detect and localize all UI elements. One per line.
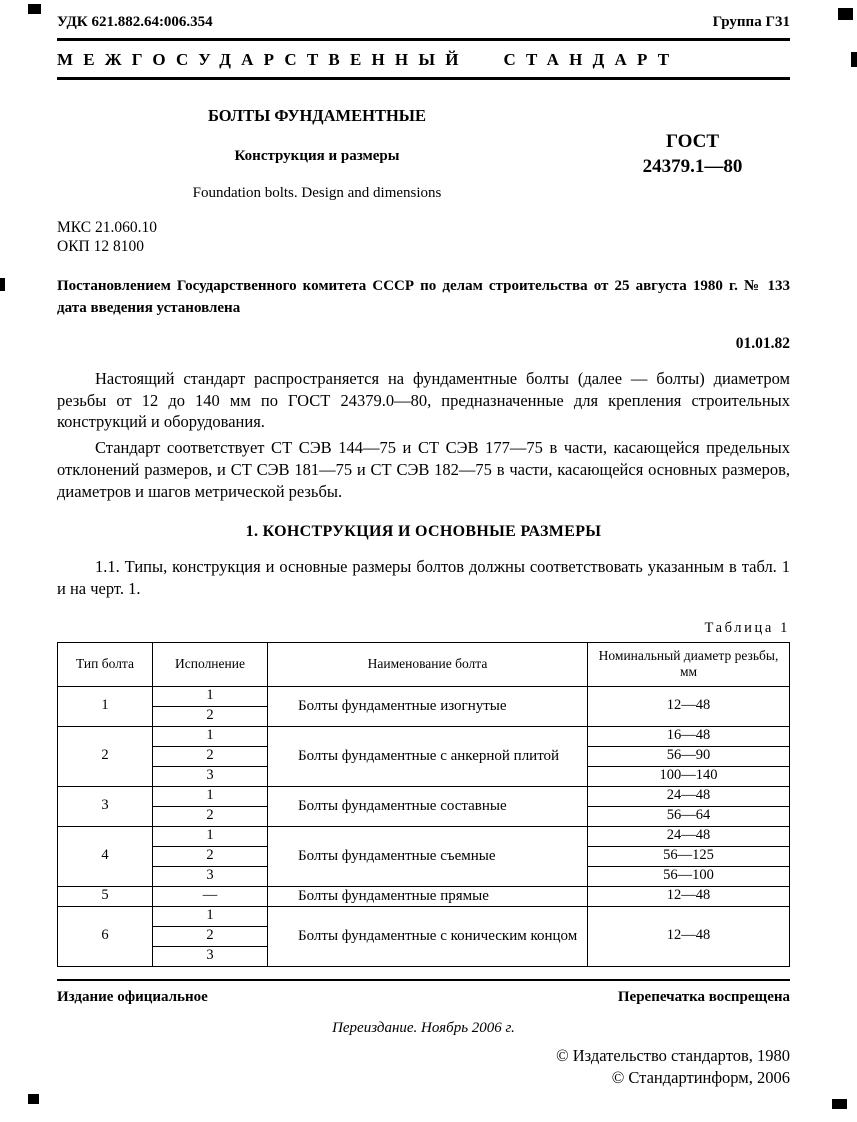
cell-type: 3	[58, 786, 153, 826]
document-subtitle-english: Foundation bolts. Design and dimensions	[192, 185, 442, 201]
document-title: БОЛТЫ ФУНДАМЕНТНЫЕ	[207, 106, 427, 125]
gost-number: 24379.1—80	[642, 155, 743, 177]
cell-execution: 3	[153, 866, 268, 886]
scan-artifact-top-right	[838, 8, 853, 20]
scan-artifact-left-edge	[0, 278, 5, 291]
scan-artifact-top-left	[28, 4, 41, 14]
table-caption: Таблица 1	[704, 619, 790, 636]
copyright-1980: © Издательство стандартов, 1980	[556, 1045, 790, 1065]
cell-name: Болты фундаментные прямые	[268, 886, 588, 906]
okp-code: ОКП 12 8100	[57, 238, 144, 256]
udk-code: УДК 621.882.64:006.354	[57, 14, 213, 30]
reissue-note: Переиздание. Ноябрь 2006 г.	[332, 1019, 515, 1036]
scan-artifact-bottom-right	[832, 1099, 847, 1109]
cell-execution: 1	[153, 726, 268, 746]
cell-execution: 2	[153, 846, 268, 866]
top-reference-line	[57, 14, 790, 31]
decree-paragraph: Постановлением Государственного комитета СССР по делам строительства от 25 августа 1980 г. № 133 дата введения установлена	[57, 277, 790, 317]
footer-rule	[57, 979, 790, 981]
cell-diameter: 12—48	[588, 686, 790, 726]
standard-type-heading: МЕЖГОСУДАРСТВЕННЫЙ СТАНДАРТ	[57, 50, 680, 69]
cell-name: Болты фундаментные съемные	[268, 826, 588, 886]
table-row	[58, 886, 790, 906]
copyright-block	[57, 1045, 790, 1090]
gost-label: ГОСТ	[665, 131, 720, 152]
mks-code: МКС 21.060.10	[57, 219, 157, 236]
col-header-type: Тип болта	[58, 642, 153, 686]
cell-name: Болты фундаментные составные	[268, 786, 588, 826]
cell-diameter: 12—48	[588, 886, 790, 906]
scan-artifact-bottom-left	[28, 1094, 39, 1104]
col-header-diameter: Номинальный диаметр резьбы, мм	[588, 642, 790, 686]
footer-line	[57, 989, 790, 1006]
cell-execution: 1	[153, 906, 268, 926]
cell-diameter: 12—48	[588, 906, 790, 966]
table-row	[58, 726, 790, 746]
cell-type: 6	[58, 906, 153, 966]
cell-name: Болты фундаментные с анкерной плитой	[268, 726, 588, 786]
cell-execution: 3	[153, 766, 268, 786]
effective-date: 01.01.82	[735, 334, 790, 352]
compliance-paragraph: Стандарт соответствует СТ СЭВ 144—75 и СТ СЭВ 177—75 в части, касающейся предельных отклонений размеров, и СТ СЭВ 181—75 и СТ СЭВ 182—75 в части, касающейся основных размеров, диаметров и шагов метрической резьбы.	[57, 438, 790, 501]
cell-execution: 2	[153, 706, 268, 726]
cell-diameter: 24—48	[588, 826, 790, 846]
cell-execution: 2	[153, 926, 268, 946]
horizontal-rule	[57, 77, 790, 80]
horizontal-rule	[57, 38, 790, 41]
cell-type: 1	[58, 686, 153, 726]
cell-execution: 2	[153, 806, 268, 826]
col-header-name: Наименование болта	[268, 642, 588, 686]
cell-execution: 1	[153, 786, 268, 806]
section-1-heading: 1. КОНСТРУКЦИЯ И ОСНОВНЫЕ РАЗМЕРЫ	[245, 523, 602, 541]
cell-diameter: 16—48	[588, 726, 790, 746]
cell-diameter: 24—48	[588, 786, 790, 806]
edition-official-label: Издание официальное	[57, 988, 208, 1005]
col-header-execution: Исполнение	[153, 642, 268, 686]
gost-designation	[595, 130, 790, 179]
cell-type: 2	[58, 726, 153, 786]
cell-execution: 1	[153, 826, 268, 846]
scan-artifact-right-edge	[851, 52, 857, 67]
cell-name: Болты фундаментные изогнутые	[268, 686, 588, 726]
document-subtitle: Конструкция и размеры	[234, 148, 400, 164]
table-header-row	[58, 642, 790, 686]
table-row	[58, 906, 790, 926]
cell-execution: 3	[153, 946, 268, 966]
cell-execution: 1	[153, 686, 268, 706]
cell-execution: —	[153, 886, 268, 906]
cell-diameter: 56—125	[588, 846, 790, 866]
cell-name: Болты фундаментные с коническим концом	[268, 906, 588, 966]
table-row	[58, 786, 790, 806]
scope-paragraph: Настоящий стандарт распространяется на фундаментные болты (далее — болты) диаметром резьбы от 12 до 140 мм по ГОСТ 24379.0—80, предназначенные для крепления строительных конструкций и оборудования.	[57, 368, 790, 432]
bolt-types-table	[57, 642, 790, 967]
title-left-column	[57, 106, 577, 202]
cell-type: 4	[58, 826, 153, 886]
table-row	[58, 826, 790, 846]
classification-codes	[57, 218, 790, 257]
cell-diameter: 100—140	[588, 766, 790, 786]
cell-type: 5	[58, 886, 153, 906]
table-row	[58, 686, 790, 706]
cell-diameter: 56—90	[588, 746, 790, 766]
cell-execution: 2	[153, 746, 268, 766]
paragraph-1-1: 1.1. Типы, конструкция и основные размеры болтов должны соответствовать указанным в табл. 1 и на черт. 1.	[57, 557, 790, 599]
group-code: Группа Г31	[712, 14, 790, 30]
cell-diameter: 56—100	[588, 866, 790, 886]
title-block	[57, 106, 790, 206]
reprint-forbidden-label: Перепечатка воспрещена	[617, 988, 790, 1005]
cell-diameter: 56—64	[588, 806, 790, 826]
copyright-2006: © Стандартинформ, 2006	[611, 1068, 790, 1088]
